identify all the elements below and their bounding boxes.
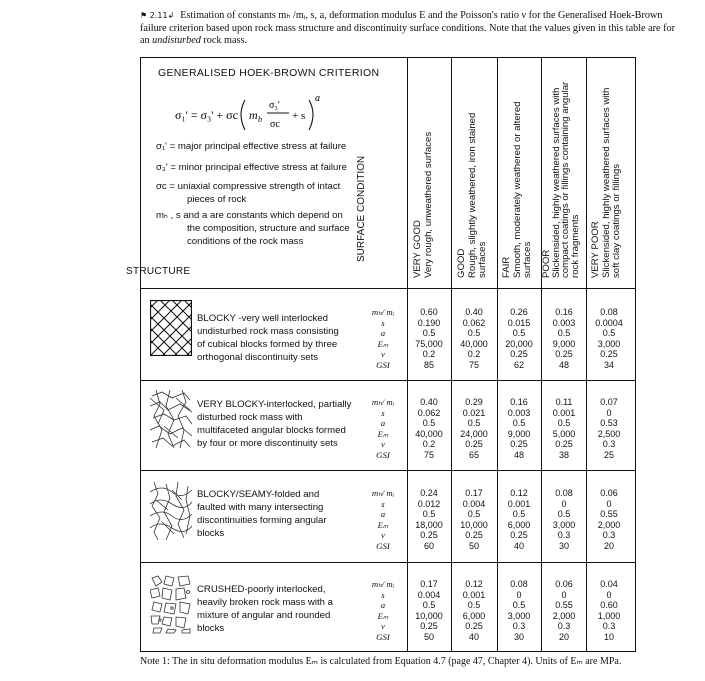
- cell-very-blocky-very-poor: 0.07 0 0.53 2,500 0.3 25: [597, 397, 621, 460]
- blocky-structure-sketch: [150, 300, 192, 356]
- cell-very-blocky-poor: 0.11 0.001 0.5 5,000 0.25 38: [552, 397, 576, 460]
- row-blocky-seamy-param-labels: mₕ/ mᵢ s a Eₘ v GSI: [371, 488, 395, 551]
- divider: [140, 380, 636, 381]
- crushed-structure-sketch: [150, 574, 192, 634]
- divider: [140, 470, 636, 471]
- def-sigma3: σ₃' = minor principal effective stress at failure: [156, 162, 347, 173]
- surface-very-good: VERY GOOD Very rough, unweathered surfaces: [412, 131, 434, 278]
- cell-crushed-very-good: 0.17 0.004 0.5 10,000 0.25 50: [415, 579, 443, 642]
- table-caption: [140, 10, 685, 48]
- formula-s: + s: [292, 110, 306, 122]
- caption-tail: rock mass.: [203, 35, 247, 46]
- row-crushed-param-labels: mₕ/ mᵢ s a Eₘ v GSI: [371, 579, 395, 642]
- def-constants: mₕ , s and a are constants which depend on: [156, 210, 343, 221]
- row-very-blocky-param-labels: mₕ/ mᵢ s a Eₘ v GSI: [371, 397, 395, 460]
- cell-blocky-very-good: 0.60 0.190 0.5 75,000 0.2 85: [415, 307, 443, 370]
- very-blocky-structure-sketch: [150, 390, 192, 448]
- cell-blocky-fair: 0.26 0.015 0.5 20,000 0.25 62: [505, 307, 533, 370]
- cell-blocky-very-poor: 0.08 0.0004 0.5 3,000 0.25 34: [595, 307, 623, 370]
- cell-blocky-seamy-very-poor: 0.06 0 0.55 2,000 0.3 20: [597, 488, 621, 551]
- surface-poor: POOR Slickensided, highly weathered surfaces with compact coatings or fillings containing angular rock fragments: [541, 81, 581, 278]
- def-sigmac-cont: pieces of rock: [187, 194, 247, 205]
- cell-very-blocky-good: 0.29 0.021 0.5 24,000 0.25 65: [460, 397, 488, 460]
- caption-italic: undisturbed: [152, 35, 201, 46]
- cell-very-blocky-fair: 0.16 0.003 0.5 9,000 0.25 48: [507, 397, 531, 460]
- def-constants-2: the composition, structure and surface: [187, 223, 350, 234]
- caption-tag: ⚑ 2.11↲: [140, 11, 175, 20]
- row-blocky-description: BLOCKY -very well interlocked undisturbed rock mass consisting of cubical blocks formed by three orthogonal discontinuity sets: [197, 313, 339, 363]
- divider: [140, 562, 636, 563]
- cell-blocky-seamy-poor: 0.08 0 0.5 3,000 0.3 30: [552, 488, 576, 551]
- table-footnote: Note 1: The in situ deformation modulus Eₘ is calculated from Equation 4.7 (page 47, Chapter 4). Units of Eₘ are MPa.: [140, 656, 622, 667]
- cell-blocky-poor: 0.16 0.003 0.5 9,000 0.25 48: [552, 307, 576, 370]
- formula-lhs: σ₁' = σ₃' + σc: [175, 108, 238, 122]
- surface-good: GOOD Rough, slightly weathered, iron stained surfaces: [456, 112, 489, 278]
- cell-blocky-good: 0.40 0.062 0.5 40,000 0.2 75: [460, 307, 488, 370]
- criterion-title: GENERALISED HOEK-BROWN CRITERION: [158, 67, 380, 79]
- surface-very-poor: VERY POOR Slickensided, highly weathered surfaces with soft clay coatings or fillings: [590, 87, 623, 278]
- blocky-seamy-structure-sketch: [150, 482, 192, 540]
- caption-text: Estimation of constants mₕ /mᵢ, s, a, deformation modulus E and the Poisson's ratio ν for the Generalised Hoek-Brown failure criterion based upon rock mass structure and discontinuity surface conditions. Note that the values given in this table are for an: [140, 10, 675, 46]
- cell-blocky-seamy-fair: 0.12 0.001 0.5 6,000 0.25 40: [507, 488, 531, 551]
- row-blocky-param-labels: mₕ/ mᵢ s a Eₘ v GSI: [371, 307, 395, 370]
- cell-very-blocky-very-good: 0.40 0.062 0.5 40,000 0.2 75: [415, 397, 443, 460]
- def-sigmac: σc = uniaxial compressive strength of intact: [156, 181, 341, 192]
- formula-num: σ₃': [269, 100, 280, 111]
- divider: [140, 288, 636, 289]
- cell-crushed-fair: 0.08 0 0.5 3,000 0.3 30: [507, 579, 531, 642]
- cell-crushed-poor: 0.06 0 0.55 2,000 0.3 20: [552, 579, 576, 642]
- row-very-blocky-description: VERY BLOCKY-interlocked, partially disturbed rock mass with multifaceted angular blocks formed by four or more discontinuity sets: [197, 399, 352, 449]
- cell-blocky-seamy-good: 0.17 0.004 0.5 10,000 0.25 50: [460, 488, 488, 551]
- surface-condition-label: SURFACE CONDITION: [356, 155, 367, 262]
- row-blocky-seamy-description: BLOCKY/SEAMY-folded and faulted with many intersecting discontinuities forming angular blocks: [197, 489, 327, 539]
- hoek-brown-formula: [157, 92, 357, 136]
- row-crushed-description: CRUSHED-poorly interlocked, heavily broken rock mass with a mixture of angular and rounded blocks: [197, 584, 333, 634]
- def-sigma1: σ₁' = major principal effective stress at failure: [156, 141, 347, 152]
- def-constants-3: conditions of the rock mass: [187, 236, 304, 247]
- formula-sub: b: [258, 115, 262, 124]
- cell-crushed-very-poor: 0.04 0 0.60 1,000 0.3 10: [597, 579, 621, 642]
- structure-label: STRUCTURE: [126, 266, 191, 277]
- surface-fair: FAIR Smooth, moderately weathered or altered surfaces: [501, 101, 534, 278]
- formula-den: σc: [270, 119, 280, 130]
- cell-crushed-good: 0.12 0.001 0.5 6,000 0.25 40: [462, 579, 486, 642]
- cell-blocky-seamy-very-good: 0.24 0.012 0.5 18,000 0.25 60: [415, 488, 443, 551]
- formula-exp: a: [315, 93, 320, 104]
- formula-mb: m: [249, 108, 258, 122]
